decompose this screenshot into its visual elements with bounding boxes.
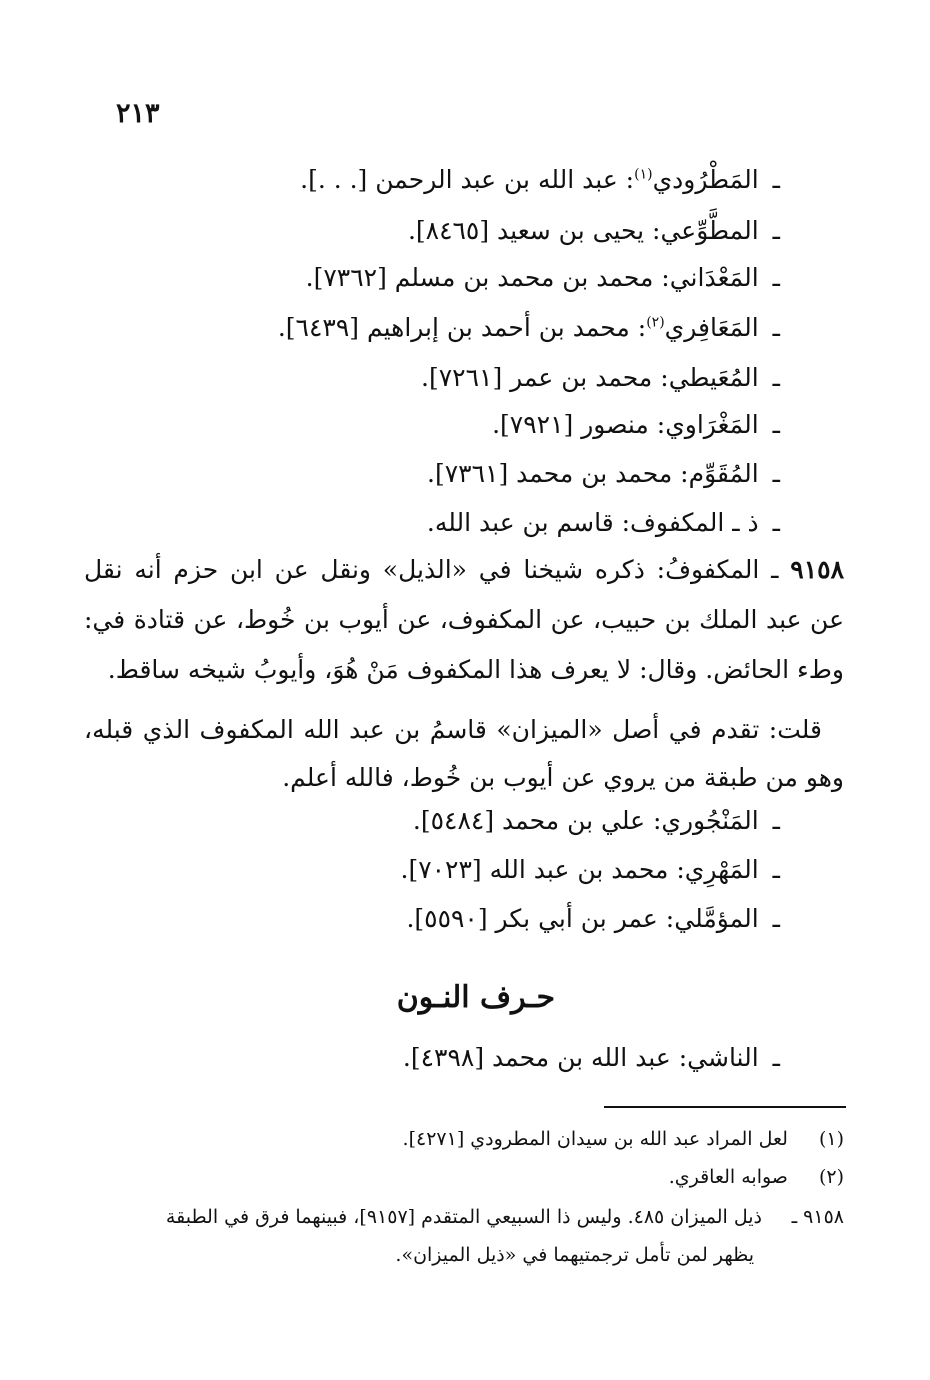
comment-line <box>84 760 844 800</box>
entry-text: : محمد بن عمر [٧٢٦١]. <box>421 363 669 392</box>
entry-name: ـ المكفوفُ <box>665 555 779 584</box>
comment-text: وهو من طبقة من يروي عن أيوب بن خُوط، فالله أعلم. <box>282 763 844 792</box>
entry-name: ذ ـ المكفوف <box>630 508 759 537</box>
entry-name: المَهْرِي <box>684 855 759 884</box>
entry-dash: ـ <box>772 904 780 933</box>
entry-dash: ـ <box>772 363 780 392</box>
footnote <box>84 1124 844 1154</box>
footnote-number: ٩١٥٨ ـ <box>791 1206 844 1228</box>
entry-name: المطَّوِّعي <box>660 216 759 245</box>
footnote <box>84 1202 844 1232</box>
comment-line <box>84 712 822 752</box>
entry-text: : علي بن محمد [٥٤٨٤]. <box>412 806 662 835</box>
entry-number: ٩١٥٨ <box>790 555 844 584</box>
entry-dash: ـ <box>772 410 780 439</box>
entry-dash: ـ <box>772 263 780 292</box>
entry-dash: ـ <box>772 313 780 342</box>
comment-text: قلت: تقدم في أصل «الميزان» قاسمُ بن عبد الله المكفوف الذي قبله، <box>84 715 822 744</box>
entry-text: : محمد بن أحمد بن إبراهيم [٦٤٣٩]. <box>277 313 647 342</box>
entry-dash: ـ <box>772 855 780 884</box>
footnote-number: (٢) <box>818 1166 844 1188</box>
footnote-text: ذيل الميزان ٤٨٥. وليس ذا السبيعي المتقدم [٩١٥٧]، فبينهما فرق في الطبقة <box>165 1206 762 1228</box>
entry-text: : قاسم بن عبد الله. <box>426 508 631 537</box>
entry-line <box>180 901 780 941</box>
entry-dash: ـ <box>772 508 780 537</box>
entry-dash: ـ <box>772 459 780 488</box>
entry-line <box>180 1040 780 1080</box>
entry-dash: ـ <box>772 806 780 835</box>
footnote <box>84 1162 844 1192</box>
footnote-text: صوابه العاقري. <box>668 1166 788 1188</box>
entry-text: عن عبد الملك بن حبيب، عن المكفوف، عن أيوب بن خُوط، عن قتادة في: <box>84 605 844 634</box>
entry-line <box>180 213 780 253</box>
entry-line <box>180 162 780 202</box>
entry-name: المُعَيطي <box>668 363 759 392</box>
entry-name: المَطْرُودي <box>652 165 759 194</box>
entry-line <box>180 505 780 545</box>
entry-text: : منصور [٧٩٢١]. <box>492 410 666 439</box>
entry-text: : يحيى بن سعيد [٨٤٦٥]. <box>407 216 661 245</box>
main-entry-line <box>84 602 844 642</box>
entry-text: وطء الحائض. وقال: لا يعرف هذا المكفوف مَنْ هُوَ، وأيوبُ شيخه ساقط. <box>107 655 844 684</box>
entry-text: : محمد بن محمد بن مسلم [٧٣٦٢]. <box>305 263 670 292</box>
footnote-continuation <box>84 1240 754 1270</box>
entry-name: المَغْرَاوي <box>665 410 759 439</box>
entry-line <box>180 407 780 447</box>
entry-line <box>180 360 780 400</box>
entry-name: المَنْجُوري <box>661 806 759 835</box>
entry-line <box>180 456 780 496</box>
entry-line <box>180 260 780 300</box>
entry-name: المُقَوِّم <box>688 459 759 488</box>
footnote-number: (١) <box>818 1128 844 1150</box>
entry-line <box>180 310 780 350</box>
footnote-divider <box>604 1106 846 1108</box>
entry-name: المؤمَّلي <box>674 904 759 933</box>
entry-text: : ذكره شيخنا في «الذيل» ونقل عن ابن حزم أنه نقل <box>84 555 666 584</box>
entry-dash: ـ <box>772 1043 780 1072</box>
entry-name: المَعَافِري <box>664 313 759 342</box>
entry-text: : محمد بن عبد الله [٧٠٢٣]. <box>400 855 685 884</box>
section-heading: حـرف النـون <box>396 980 555 1015</box>
main-entry-line <box>84 652 844 692</box>
entry-dash: ـ <box>772 165 780 194</box>
footnote-ref[interactable]: (٢) <box>646 314 665 331</box>
entry-dash: ـ <box>772 216 780 245</box>
entry-text: : عبد الله بن عبد الرحمن [. . .]. <box>300 165 635 194</box>
main-entry-line <box>84 552 844 592</box>
entry-text: : عبد الله بن محمد [٤٣٩٨]. <box>402 1043 688 1072</box>
entry-name: الناشي <box>687 1043 759 1072</box>
entry-line <box>180 852 780 892</box>
entry-line <box>180 803 780 843</box>
entry-text: : محمد بن محمد [٧٣٦١]. <box>427 459 689 488</box>
page-number: ٢١٣ <box>116 98 160 129</box>
footnote-text: لعل المراد عبد الله بن سيدان المطرودي [٤٢٧١]. <box>402 1128 788 1150</box>
footnote-text: يظهر لمن تأمل ترجمتيهما في «ذيل الميزان». <box>395 1244 754 1266</box>
entry-name: المَعْدَاني <box>669 263 759 292</box>
entry-text: : عمر بن أبي بكر [٥٥٩٠]. <box>406 904 675 933</box>
footnote-ref[interactable]: (١) <box>634 166 653 183</box>
